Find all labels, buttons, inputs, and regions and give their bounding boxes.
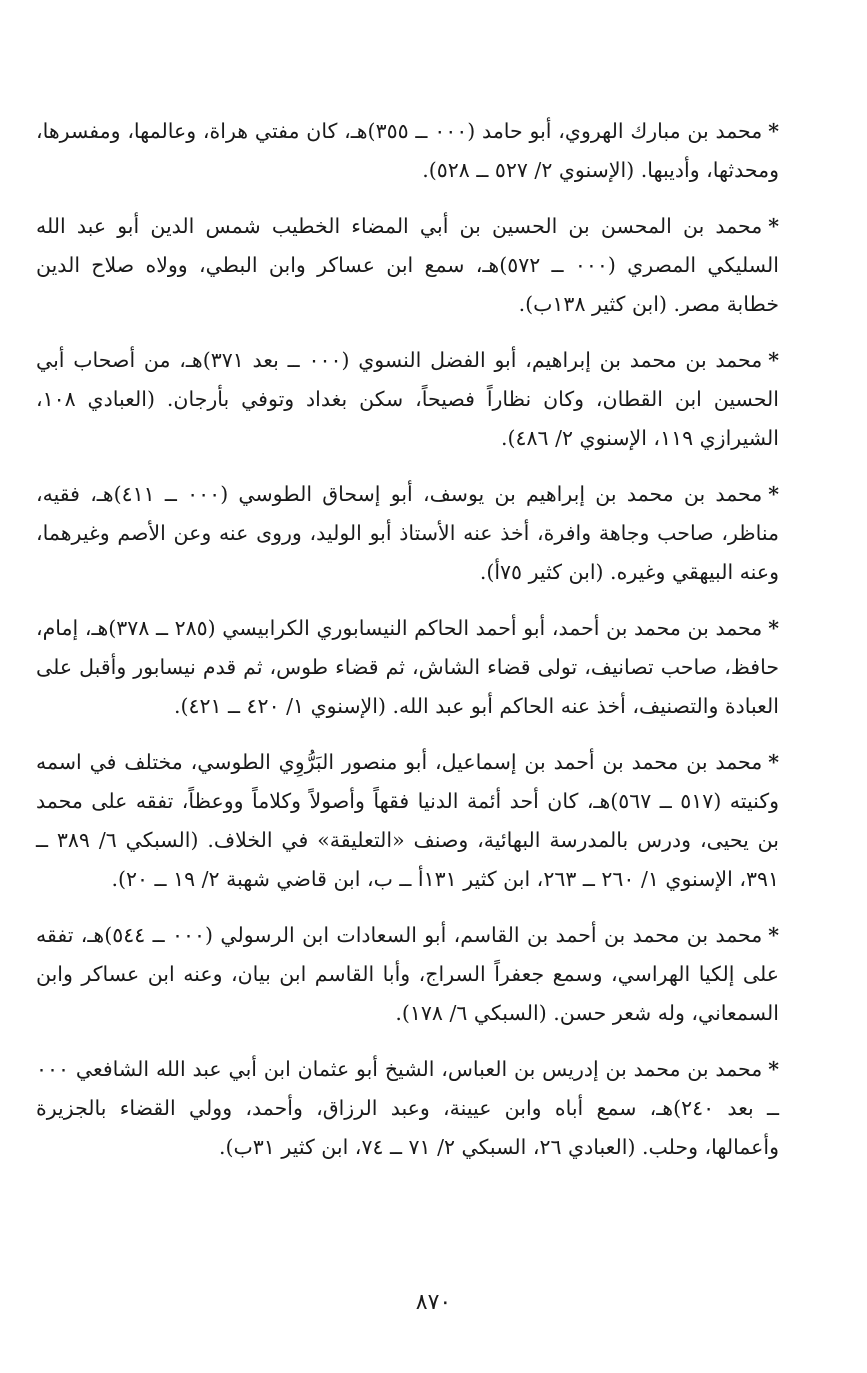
entry-text: محمد بن المحسن بن الحسين بن أبي المضاء الخطيب شمس الدين أبو عبد الله السليكي المصري (٠٠٠ ــ ٥٧٢)هـ، سمع ابن عساكر وابن البطي، وولاه صلاح الدين خطابة مصر. (ابن كثير ١٣٨ب).: [36, 214, 780, 316]
entry-text: محمد بن مبارك الهروي، أبو حامد (٠٠٠ ــ ٣٥٥)هـ، كان مفتي هراة، وعالمها، ومفسرها، ومحدثها، وأديبها. (الإسنوي ٢/ ٥٢٧ ــ ٥٢٨).: [36, 119, 779, 182]
entry-text: محمد بن محمد بن أحمد بن القاسم، أبو السعادات ابن الرسولي (٠٠٠ ــ ٥٤٤)هـ، تفقه على إلكيا الهراسي، وسمع جعفراً السراج، وأبا القاسم ابن بيان، وعنه ابن عساكر وابن السمعاني، وله شعر حسن. (السبكي ٦/ ١٧٨).: [36, 923, 779, 1025]
entry-text: محمد بن محمد بن إبراهيم بن يوسف، أبو إسحاق الطوسي (٠٠٠ ــ ٤١١)هـ، فقيه، مناظر، صاحب وجاهة وافرة، أخذ عنه الأستاذ أبو الوليد، وروى عنه وعن الأصم وغيرهما، وعنه البيهقي وغيره. (ابن كثير ٧٥أ).: [36, 482, 779, 584]
entry-text: محمد بن محمد بن إدريس بن العباس، الشيخ أبو عثمان ابن أبي عبد الله الشافعي ٠٠٠ ــ بعد ٢٤٠)هـ، سمع أباه وابن عيينة، وعبد الرزاق، وأحمد، وولي القضاء بالجزيرة وأعمالها، وحلب. (العبادي ٢٦، السبكي ٢/ ٧١ ــ ٧٤، ابن كثير ٣١ب).: [36, 1057, 780, 1159]
biography-entry-5: [36, 609, 779, 726]
entry-marker: *: [768, 482, 779, 506]
entry-text: محمد بن محمد بن أحمد، أبو أحمد الحاكم النيسابوري الكرابيسي (٢٨٥ ــ ٣٧٨)هـ، إمام، حافظ، صاحب تصانيف، تولى قضاء الشاش، ثم قضاء طوس، ثم قدم نيسابور وأقبل على العبادة والتصنيف، أخذ عنه الحاكم أبو عبد الله. (الإسنوي ١/ ٤٢٠ ــ ٤٢١).: [36, 616, 779, 718]
entry-text: محمد بن محمد بن إبراهيم، أبو الفضل النسوي (٠٠٠ ــ بعد ٣٧١)هـ، من أصحاب أبي الحسين ابن القطان، وكان نظاراً فصيحاً، سكن بغداد وتوفي بأرجان. (العبادي ١٠٨، الشيرازي ١١٩، الإسنوي ٢/ ٤٨٦).: [36, 348, 779, 450]
biography-entry-8: [36, 1050, 779, 1167]
entry-text: محمد بن محمد بن أحمد بن إسماعيل، أبو منصور البَرُّوِي الطوسي، مختلف في اسمه وكنيته (٥١٧ ــ ٥٦٧)هـ، كان أحد أئمة الدنيا فقهاً وأصولاً وكلاماً ووعظاً، تفقه على محمد بن يحيى، ودرس بالمدرسة البهائية، وصنف «التعليقة» في الخلاف. (السبكي ٦/ ٣٨٩ ــ ٣٩١، الإسنوي ١/ ٢٦٠ ــ ٢٦٣، ابن كثير ١٣١أ ــ ب، ابن قاضي شهبة ٢/ ١٩ ــ ٢٠).: [36, 750, 779, 891]
entry-marker: *: [768, 750, 779, 774]
biography-entry-1: [36, 112, 779, 190]
entry-marker: *: [768, 616, 779, 640]
entry-marker: *: [768, 214, 779, 238]
page-number: ٨٧٠: [415, 1290, 452, 1315]
entry-marker: *: [768, 923, 779, 947]
biography-entry-3: [36, 341, 779, 458]
biography-entry-6: [36, 743, 779, 899]
biography-entry-2: [36, 207, 779, 324]
entry-marker: *: [768, 1057, 779, 1081]
page-body: [36, 112, 779, 1282]
entry-marker: *: [768, 119, 780, 143]
entry-marker: *: [768, 348, 779, 372]
biography-entry-4: [36, 475, 779, 592]
biography-entry-7: [36, 916, 779, 1033]
